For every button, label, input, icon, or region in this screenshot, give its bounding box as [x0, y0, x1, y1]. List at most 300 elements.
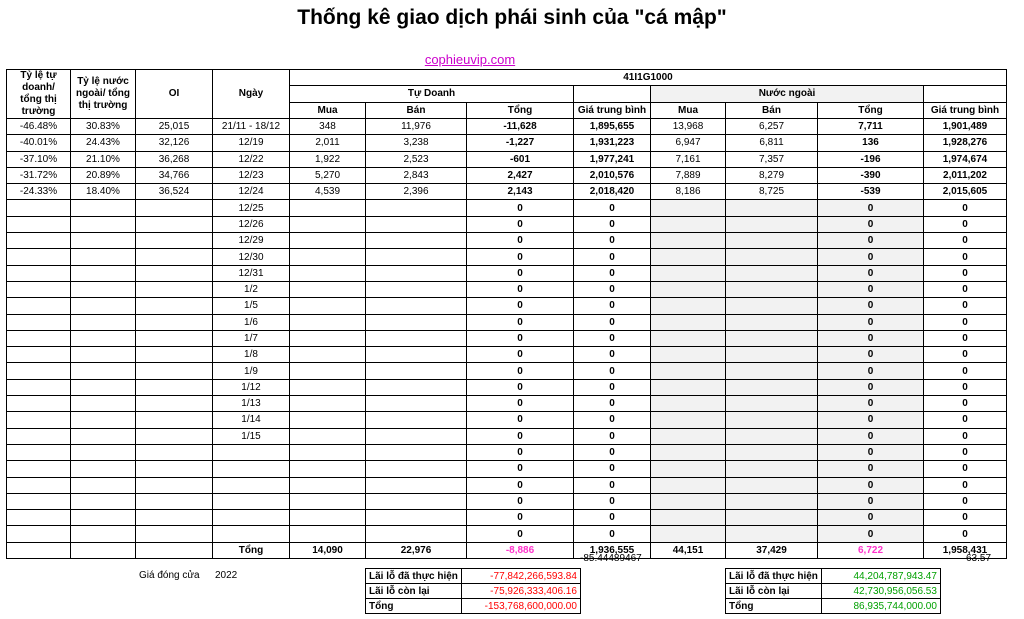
col-ty-le-tu-doanh	[7, 526, 71, 542]
col-ty-le-nuoc-ngoai: 30.83%	[71, 119, 136, 135]
col-td-gia: 1,977,241	[574, 151, 651, 167]
col-td-ban	[366, 265, 467, 281]
col-ngay: 12/29	[213, 233, 290, 249]
col-ty-le-tu-doanh: -24.33%	[7, 184, 71, 200]
col-td-mua	[290, 281, 366, 297]
col-td-mua	[290, 249, 366, 265]
table-row	[7, 151, 1007, 167]
pl-td-realized: -77,842,266,593.84	[461, 569, 580, 584]
col-nn-ban	[726, 314, 818, 330]
col-oi	[136, 444, 213, 460]
col-td-tong: 0	[467, 200, 574, 216]
col-td-gia: 0	[574, 314, 651, 330]
col-nn-gia: 0	[924, 428, 1007, 444]
col-td-tong: 2,143	[467, 184, 574, 200]
col-nn-ban	[726, 396, 818, 412]
header-ty-le-nuoc-ngoai: Tỷ lệ nước ngoài/ tổng thị trường	[71, 70, 136, 119]
header-td-tong: Tổng	[467, 102, 574, 118]
col-ty-le-tu-doanh	[7, 428, 71, 444]
col-td-tong: 0	[467, 396, 574, 412]
col-nn-tong: 0	[818, 412, 924, 428]
col-nn-tong: 0	[818, 200, 924, 216]
col-nn-tong: 0	[818, 281, 924, 297]
col-td-ban	[366, 493, 467, 509]
col-td-mua	[290, 461, 366, 477]
col-td-ban	[366, 233, 467, 249]
col-td-tong: 0	[467, 477, 574, 493]
derivatives-table	[6, 69, 1007, 559]
col-nn-gia: 2,011,202	[924, 167, 1007, 183]
header-td-ban: Bán	[366, 102, 467, 118]
pl-nuoc-ngoai-table	[725, 568, 941, 614]
col-nn-gia: 0	[924, 363, 1007, 379]
col-ngay: 1/15	[213, 428, 290, 444]
col-td-ban: 2,396	[366, 184, 467, 200]
col-td-tong: 0	[467, 233, 574, 249]
col-ty-le-tu-doanh	[7, 363, 71, 379]
col-nn-mua	[651, 200, 726, 216]
table-row	[7, 281, 1007, 297]
col-ty-le-nuoc-ngoai	[71, 396, 136, 412]
col-ty-le-nuoc-ngoai	[71, 281, 136, 297]
table-row	[7, 265, 1007, 281]
col-oi	[136, 477, 213, 493]
header-td-mua: Mua	[290, 102, 366, 118]
pl-nn-remaining-label: Lãi lỗ còn lại	[726, 584, 822, 599]
col-nn-tong: 0	[818, 347, 924, 363]
col-td-tong: 0	[467, 216, 574, 232]
col-td-tong: 0	[467, 298, 574, 314]
col-ty-le-nuoc-ngoai	[71, 298, 136, 314]
col-nn-ban	[726, 281, 818, 297]
site-link[interactable]: cophieuvip.com	[424, 52, 516, 67]
col-nn-ban	[726, 461, 818, 477]
col-oi	[136, 314, 213, 330]
col-nn-tong: 0	[818, 298, 924, 314]
col-td-gia: 0	[574, 347, 651, 363]
col-ty-le-nuoc-ngoai	[71, 249, 136, 265]
table-row	[7, 412, 1007, 428]
table-row	[7, 510, 1007, 526]
table-row	[7, 200, 1007, 216]
col-td-ban	[366, 510, 467, 526]
col-ngay: 1/13	[213, 396, 290, 412]
col-ty-le-tu-doanh	[7, 281, 71, 297]
pl-nn-realized-label: Lãi lỗ đã thực hiện	[726, 569, 822, 584]
col-ty-le-tu-doanh	[7, 444, 71, 460]
col-nn-gia: 0	[924, 347, 1007, 363]
col-td-gia: 1,895,655	[574, 119, 651, 135]
col-td-tong: 0	[467, 249, 574, 265]
pl-nn-total-label: Tổng	[726, 599, 822, 614]
col-oi	[136, 281, 213, 297]
col-nn-gia: 0	[924, 200, 1007, 216]
col-oi: 36,268	[136, 151, 213, 167]
col-nn-mua	[651, 347, 726, 363]
header-td-gia: Giá trung bình	[574, 102, 651, 118]
col-td-gia: 0	[574, 396, 651, 412]
col-nn-mua: 7,161	[651, 151, 726, 167]
col-td-gia: 0	[574, 249, 651, 265]
col-nn-ban: 8,279	[726, 167, 818, 183]
col-nn-tong: 0	[818, 314, 924, 330]
col-ty-le-tu-doanh: -31.72%	[7, 167, 71, 183]
closing-value: 2022	[215, 570, 238, 581]
col-ty-le-nuoc-ngoai	[71, 200, 136, 216]
header-spacer	[574, 86, 651, 102]
col-nn-mua	[651, 477, 726, 493]
col-nn-ban: 6,811	[726, 135, 818, 151]
col-td-gia: 0	[574, 510, 651, 526]
col-nn-ban	[726, 216, 818, 232]
table-body	[7, 119, 1007, 543]
col-nn-mua	[651, 428, 726, 444]
header-contract: 41I1G1000	[290, 70, 1007, 86]
table-row	[7, 135, 1007, 151]
col-nn-gia: 0	[924, 314, 1007, 330]
col-ty-le-nuoc-ngoai	[71, 428, 136, 444]
col-td-mua: 5,270	[290, 167, 366, 183]
col-oi	[136, 200, 213, 216]
col-ty-le-nuoc-ngoai: 18.40%	[71, 184, 136, 200]
col-ty-le-nuoc-ngoai	[71, 412, 136, 428]
col-ty-le-tu-doanh	[7, 347, 71, 363]
col-td-tong: 2,427	[467, 167, 574, 183]
col-td-mua	[290, 396, 366, 412]
col-nn-mua	[651, 314, 726, 330]
col-ty-le-nuoc-ngoai	[71, 526, 136, 542]
total-nn-ban: 37,429	[726, 542, 818, 558]
table-row	[7, 428, 1007, 444]
col-nn-mua	[651, 461, 726, 477]
col-td-ban	[366, 461, 467, 477]
col-td-ban: 11,976	[366, 119, 467, 135]
col-oi	[136, 347, 213, 363]
col-td-ban: 3,238	[366, 135, 467, 151]
col-oi	[136, 412, 213, 428]
col-nn-ban: 7,357	[726, 151, 818, 167]
col-oi	[136, 396, 213, 412]
table-row	[7, 216, 1007, 232]
col-td-mua	[290, 298, 366, 314]
col-td-ban	[366, 281, 467, 297]
col-nn-tong: -539	[818, 184, 924, 200]
col-td-ban	[366, 330, 467, 346]
col-td-gia: 0	[574, 379, 651, 395]
col-nn-ban	[726, 526, 818, 542]
col-td-mua	[290, 330, 366, 346]
col-ty-le-nuoc-ngoai	[71, 510, 136, 526]
col-nn-mua	[651, 444, 726, 460]
col-td-mua: 1,922	[290, 151, 366, 167]
col-ngay: 12/23	[213, 167, 290, 183]
col-nn-ban	[726, 428, 818, 444]
pl-td-total-label: Tổng	[366, 599, 462, 614]
col-td-mua: 2,011	[290, 135, 366, 151]
col-td-gia: 0	[574, 281, 651, 297]
col-nn-tong: 136	[818, 135, 924, 151]
col-td-tong: -601	[467, 151, 574, 167]
col-td-gia: 0	[574, 233, 651, 249]
col-oi: 25,015	[136, 119, 213, 135]
col-ty-le-tu-doanh	[7, 233, 71, 249]
col-ngay	[213, 461, 290, 477]
col-nn-mua	[651, 526, 726, 542]
col-ty-le-tu-doanh	[7, 461, 71, 477]
table-row	[7, 314, 1007, 330]
total-nn-gia: 1,958,431	[924, 542, 1007, 558]
col-oi: 32,126	[136, 135, 213, 151]
col-ty-le-nuoc-ngoai	[71, 461, 136, 477]
col-nn-gia: 1,928,276	[924, 135, 1007, 151]
col-ty-le-nuoc-ngoai	[71, 493, 136, 509]
col-nn-mua	[651, 265, 726, 281]
col-td-gia: 0	[574, 461, 651, 477]
col-nn-ban	[726, 200, 818, 216]
table-row	[7, 444, 1007, 460]
td-diff: -85.44489467	[580, 553, 642, 564]
col-nn-ban	[726, 265, 818, 281]
col-td-tong: -1,227	[467, 135, 574, 151]
col-td-mua	[290, 363, 366, 379]
col-td-mua	[290, 493, 366, 509]
col-nn-mua	[651, 396, 726, 412]
col-oi	[136, 379, 213, 395]
col-td-tong: 0	[467, 347, 574, 363]
total-td-ban: 22,976	[366, 542, 467, 558]
col-nn-tong: 0	[818, 233, 924, 249]
col-td-tong: 0	[467, 363, 574, 379]
col-td-ban	[366, 314, 467, 330]
col-oi	[136, 265, 213, 281]
col-nn-tong: -390	[818, 167, 924, 183]
col-nn-ban: 6,257	[726, 119, 818, 135]
col-nn-gia: 0	[924, 493, 1007, 509]
col-nn-gia: 0	[924, 526, 1007, 542]
header-ty-le-tu-doanh: Tỷ lệ tự doanh/ tổng thị trường	[7, 70, 71, 119]
col-nn-ban	[726, 510, 818, 526]
col-td-gia: 1,931,223	[574, 135, 651, 151]
col-td-gia: 0	[574, 493, 651, 509]
header-nn-gia: Giá trung bình	[924, 102, 1007, 118]
col-ngay	[213, 493, 290, 509]
table-row	[7, 396, 1007, 412]
col-td-ban	[366, 412, 467, 428]
col-oi	[136, 428, 213, 444]
col-td-tong: 0	[467, 265, 574, 281]
total-td-tong: -8,886	[467, 542, 574, 558]
col-td-ban	[366, 216, 467, 232]
col-oi	[136, 298, 213, 314]
col-td-mua	[290, 477, 366, 493]
pl-td-total: -153,768,600,000.00	[461, 599, 580, 614]
col-nn-mua: 7,889	[651, 167, 726, 183]
header-ngay: Ngày	[213, 70, 290, 119]
col-nn-mua	[651, 379, 726, 395]
col-nn-ban	[726, 249, 818, 265]
col-td-tong: 0	[467, 281, 574, 297]
col-nn-gia: 0	[924, 216, 1007, 232]
col-ngay: 12/30	[213, 249, 290, 265]
table-row	[7, 363, 1007, 379]
col-oi: 36,524	[136, 184, 213, 200]
col-ty-le-nuoc-ngoai	[71, 347, 136, 363]
pl-td-realized-label: Lãi lỗ đã thực hiện	[366, 569, 462, 584]
col-nn-tong: 7,711	[818, 119, 924, 135]
col-nn-tong: 0	[818, 265, 924, 281]
col-nn-ban: 8,725	[726, 184, 818, 200]
col-oi	[136, 493, 213, 509]
total-nn-tong: 6,722	[818, 542, 924, 558]
col-nn-tong: 0	[818, 363, 924, 379]
col-ty-le-tu-doanh	[7, 298, 71, 314]
col-nn-ban	[726, 330, 818, 346]
table-row	[7, 233, 1007, 249]
col-ngay: 21/11 - 18/12	[213, 119, 290, 135]
col-ngay	[213, 444, 290, 460]
col-td-ban	[366, 249, 467, 265]
total-td-mua: 14,090	[290, 542, 366, 558]
col-td-mua	[290, 428, 366, 444]
col-ngay: 1/12	[213, 379, 290, 395]
table-row	[7, 119, 1007, 135]
col-nn-gia: 0	[924, 330, 1007, 346]
total-empty	[71, 542, 136, 558]
col-td-gia: 2,018,420	[574, 184, 651, 200]
col-ty-le-tu-doanh	[7, 493, 71, 509]
col-td-gia: 0	[574, 444, 651, 460]
col-oi	[136, 233, 213, 249]
col-nn-gia: 0	[924, 510, 1007, 526]
col-nn-tong: 0	[818, 216, 924, 232]
col-td-gia: 0	[574, 363, 651, 379]
col-nn-tong: 0	[818, 379, 924, 395]
col-ty-le-tu-doanh	[7, 200, 71, 216]
col-td-gia: 0	[574, 330, 651, 346]
col-ngay	[213, 510, 290, 526]
col-oi	[136, 249, 213, 265]
total-row	[7, 542, 1007, 558]
col-td-gia: 0	[574, 200, 651, 216]
col-td-ban	[366, 526, 467, 542]
col-nn-ban	[726, 298, 818, 314]
col-ngay: 1/6	[213, 314, 290, 330]
col-ty-le-nuoc-ngoai	[71, 233, 136, 249]
col-td-gia: 0	[574, 428, 651, 444]
col-nn-ban	[726, 233, 818, 249]
col-nn-mua	[651, 298, 726, 314]
col-nn-tong: 0	[818, 477, 924, 493]
col-nn-mua	[651, 493, 726, 509]
col-ty-le-nuoc-ngoai	[71, 330, 136, 346]
table-row	[7, 526, 1007, 542]
col-td-tong: 0	[467, 493, 574, 509]
col-ty-le-tu-doanh: -40.01%	[7, 135, 71, 151]
pl-tu-doanh-table	[365, 568, 581, 614]
col-ty-le-nuoc-ngoai	[71, 379, 136, 395]
col-td-tong: 0	[467, 379, 574, 395]
col-nn-tong: 0	[818, 330, 924, 346]
col-nn-ban	[726, 363, 818, 379]
total-empty	[136, 542, 213, 558]
col-ngay: 1/8	[213, 347, 290, 363]
pl-nn-total: 86,935,744,000.00	[821, 599, 940, 614]
col-td-mua	[290, 216, 366, 232]
col-ngay: 1/7	[213, 330, 290, 346]
col-td-mua	[290, 510, 366, 526]
col-nn-mua	[651, 233, 726, 249]
col-nn-mua: 13,968	[651, 119, 726, 135]
col-oi	[136, 330, 213, 346]
col-td-ban	[366, 298, 467, 314]
col-oi	[136, 526, 213, 542]
col-td-ban	[366, 379, 467, 395]
col-td-gia: 0	[574, 477, 651, 493]
col-nn-gia: 0	[924, 233, 1007, 249]
col-ty-le-nuoc-ngoai	[71, 363, 136, 379]
col-ty-le-tu-doanh: -37.10%	[7, 151, 71, 167]
header-nuoc-ngoai: Nước ngoài	[651, 86, 924, 102]
col-td-ban	[366, 477, 467, 493]
col-ty-le-nuoc-ngoai	[71, 265, 136, 281]
col-ngay: 1/14	[213, 412, 290, 428]
total-label: Tổng	[213, 542, 290, 558]
col-nn-ban	[726, 412, 818, 428]
col-td-gia: 0	[574, 216, 651, 232]
col-td-mua	[290, 314, 366, 330]
col-ngay: 12/19	[213, 135, 290, 151]
col-ngay: 12/22	[213, 151, 290, 167]
col-ngay: 12/25	[213, 200, 290, 216]
col-nn-gia: 0	[924, 281, 1007, 297]
col-ngay: 1/5	[213, 298, 290, 314]
col-nn-tong: 0	[818, 444, 924, 460]
table-row	[7, 298, 1007, 314]
col-nn-tong: 0	[818, 428, 924, 444]
col-nn-gia: 0	[924, 396, 1007, 412]
table-row	[7, 493, 1007, 509]
col-ty-le-nuoc-ngoai	[71, 314, 136, 330]
col-nn-mua: 8,186	[651, 184, 726, 200]
col-ty-le-nuoc-ngoai	[71, 216, 136, 232]
table-row	[7, 167, 1007, 183]
col-td-tong: 0	[467, 510, 574, 526]
col-td-ban: 2,523	[366, 151, 467, 167]
col-ngay: 12/31	[213, 265, 290, 281]
col-nn-mua	[651, 510, 726, 526]
closing-label: Giá đóng cửa	[139, 570, 200, 581]
col-ty-le-tu-doanh	[7, 477, 71, 493]
col-td-tong: 0	[467, 444, 574, 460]
col-nn-gia: 0	[924, 379, 1007, 395]
pl-td-remaining-label: Lãi lỗ còn lại	[366, 584, 462, 599]
col-nn-mua	[651, 363, 726, 379]
col-ty-le-tu-doanh	[7, 510, 71, 526]
col-td-ban	[366, 396, 467, 412]
table-row	[7, 184, 1007, 200]
col-ty-le-nuoc-ngoai	[71, 444, 136, 460]
col-nn-tong: 0	[818, 526, 924, 542]
col-nn-mua	[651, 412, 726, 428]
col-nn-mua	[651, 330, 726, 346]
col-td-ban	[366, 428, 467, 444]
col-td-mua	[290, 233, 366, 249]
col-nn-ban	[726, 477, 818, 493]
table-row	[7, 379, 1007, 395]
col-ty-le-tu-doanh	[7, 265, 71, 281]
col-ngay: 1/2	[213, 281, 290, 297]
col-nn-gia: 1,974,674	[924, 151, 1007, 167]
